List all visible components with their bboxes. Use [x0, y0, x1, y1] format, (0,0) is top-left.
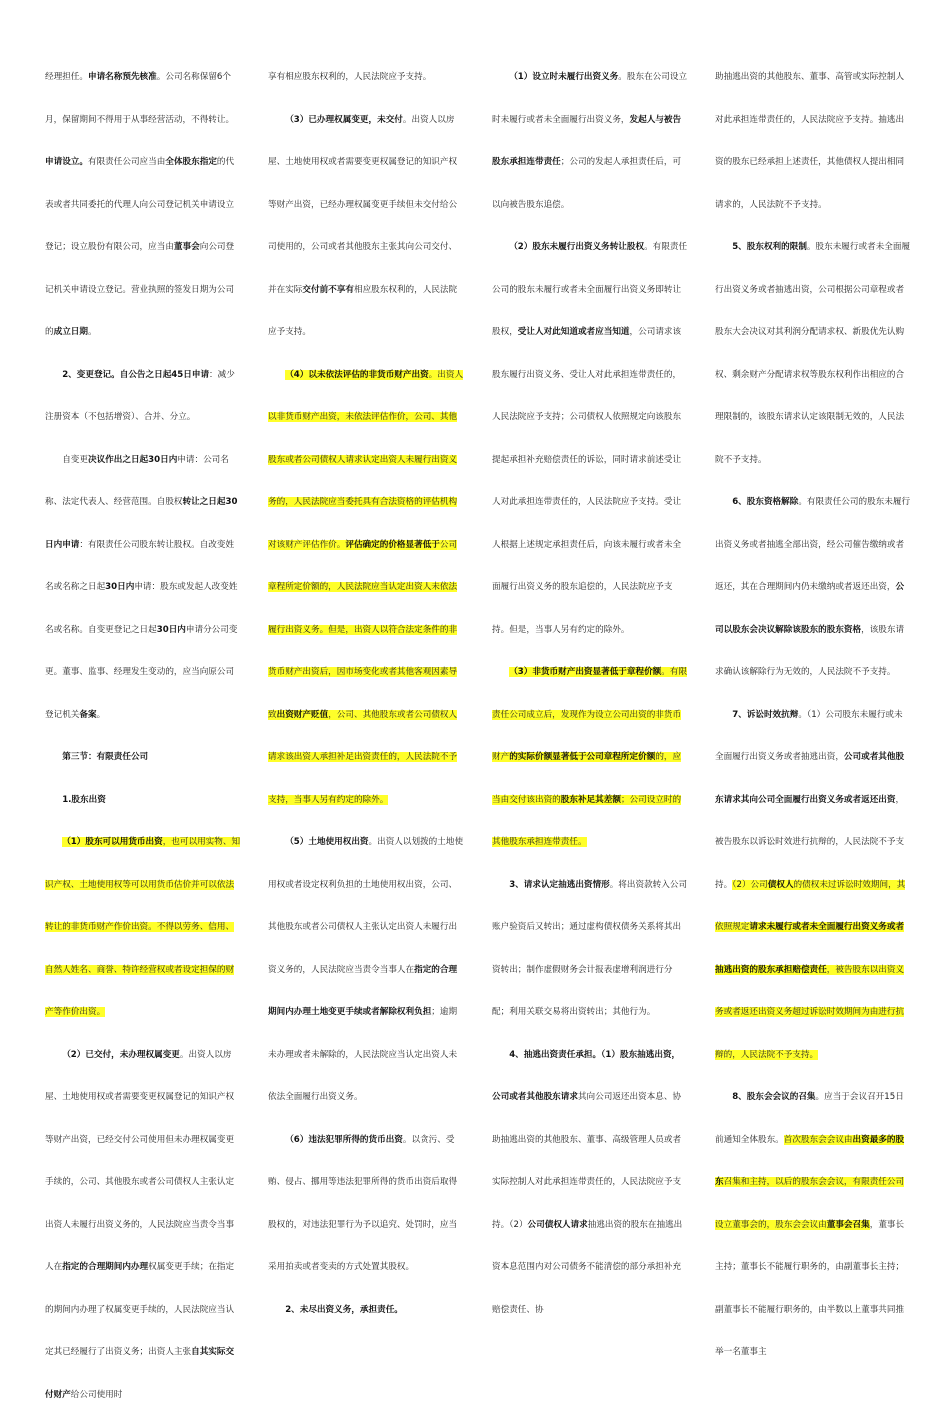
text-run: 给公司使用时 — [71, 1390, 123, 1400]
bold-text: 全体股东指定 — [165, 157, 217, 167]
paragraph — [45, 1034, 241, 1416]
paragraph — [45, 56, 241, 354]
paragraph — [268, 1289, 464, 1332]
bold-text: 1.股东出资 — [62, 795, 106, 805]
text-run: 。有限责任公司成立后，发现作为设立公司出资的非货币财产 — [492, 667, 687, 762]
paragraph — [492, 56, 688, 226]
bold-text: 决议作出之日起30日内 — [88, 455, 177, 465]
paragraph — [45, 821, 241, 1034]
text-run: 相应股东权利的，人民法院应予支持。 — [268, 285, 457, 338]
paragraph — [715, 694, 911, 1077]
bold-text: （3）非货币财产出资显著低于章程价额 — [509, 667, 661, 677]
text-run: 。有限责任公司的股东未履行出资义务或者抽逃全部出资，经公司催告缴纳或者返还，其在合理期间内仍未缴纳或者返还出资， — [715, 497, 910, 592]
text-run: 抽逃出资的股东在抽逃出资本息范围内对公司债务不能清偿的部分承担补充赔偿责任、协 — [492, 1220, 682, 1315]
bold-text: （2）股东未履行出资义务转让股权 — [509, 242, 644, 252]
text-run: 。出资人以房屋、土地使用权或者需要变更权属登记的知识产权等财产出资，已经交付公司使用但未办理权属变更手续的，公司、其他股东或者公司债权人主张认定出资人未履行出资义务的，人民法院应当责令当事人在 — [45, 1050, 234, 1273]
text-run: 助抽逃出资的其他股东、董事、高管或实际控制人对此承担连带责任的，人民法院应予支持。抽逃出资的股东已经承担上述责任，其他债权人提出相同请求的，人民法院不予支持。 — [715, 72, 904, 210]
bold-text: 债权人 — [768, 880, 794, 890]
bold-text: 交付前不享有 — [302, 285, 354, 295]
text-run: ：有限责任公司股东转让股权。自改变姓名或名称之日起 — [45, 540, 234, 593]
text-run: ，公司请求该股东履行出资义务、受让人对此承担连带责任的，人民法院应予支持；公司债权人依照规定向该股东提起承担补充赔偿责任的诉讼，同时请求前述受让人对此承担连带责任的，人民法院应予支持。受让人根据上述规定承担责任后，向该未履行或者未全面履行出资义务的股东追偿的，人民法院应予支持。但是，当事人另有约定的除外。 — [492, 327, 681, 635]
text-run: 。股东未履行或者未全面履行出资义务或者抽逃出资，公司根据公司章程或者股东大会决议对其利润分配请求权、新股优先认购权、剩余财产分配请求权等股东权利作出相应的合理限制的，该股东请求认定该限制无效的，人民法院不予支持。 — [715, 242, 910, 465]
text-run: 。出资人以房屋、土地使用权或者需要变更权属登记的知识产权等财产出资，已经办理权属变更手续但未交付给公司使用的，公司或者其他股东主张其向公司交付、并在实际 — [268, 115, 457, 295]
bold-text: 出资财产贬值 — [277, 710, 329, 720]
bold-text: 发起人与被告股东承担连带责任 — [492, 115, 681, 168]
bold-text: 转让之日起30日内申请 — [45, 497, 237, 550]
text-run: ，该股东请求确认该解除行为无效的，人民法院不予支持。 — [715, 625, 904, 678]
text-run: ：减少注册资本（不包括增资）、合并、分立。 — [45, 370, 235, 423]
text-run: 的债权未过诉讼时效期间，其依照规定 — [715, 880, 905, 933]
text-run: 。有限责任公司的股东未履行或者未全面履行出资义务即转让股权， — [492, 242, 687, 337]
bold-text: 评估确定的价格显著低于 — [345, 540, 440, 550]
bold-text: （1）设立时未履行出资义务 — [509, 72, 618, 82]
text-run: 有限责任公司应当由 — [88, 157, 165, 167]
paragraph — [715, 481, 911, 694]
text-run: ，被告股东以诉讼时效进行抗辩的，人民法院不予支持。 — [715, 795, 904, 890]
text-run: 首次股东会会议由 — [784, 1135, 853, 1145]
bold-text: （6）违法犯罪所得的货币出资 — [285, 1135, 403, 1145]
bold-text: 第三节：有限责任公司 — [62, 752, 148, 762]
paragraph — [45, 439, 241, 737]
text-run: 。出资人以划拨的土地使用权或者设定权利负担的土地使用权出资，公司、其他股东或者公司债权人主张认定出资人未履行出资义务的，人民法院应当责令当事人在 — [268, 837, 463, 975]
bold-text: 自其实际交付财产 — [45, 1347, 234, 1400]
text-run: ；逾期未办理或者未解除的，人民法院应当认定出资人未依法全面履行出资义务。 — [268, 1007, 457, 1102]
paragraph — [45, 779, 241, 822]
text-run: 享有相应股东权利的，人民法院应予支持。 — [268, 72, 431, 82]
text-column-4 — [715, 56, 911, 1374]
paragraph — [45, 354, 241, 439]
bold-text: 董事会 — [174, 242, 200, 252]
paragraph — [715, 1076, 911, 1374]
text-run: 的，应当由交付该出资的 — [492, 752, 681, 805]
bold-text: 4、抽逃出资责任承担。（1）股东抽逃出资，公司或者其他股东请求 — [492, 1050, 680, 1103]
text-run: ；公司设立时的其他股东承担连带责任。 — [492, 795, 681, 848]
bold-text: 7、诉讼时效抗辩 — [732, 710, 798, 720]
bold-text: 成立日期 — [54, 327, 88, 337]
paragraph — [268, 354, 464, 822]
text-run: 。（1）公司股东未履行或未全面履行出资义务或者抽逃出资， — [715, 710, 903, 763]
paragraph — [45, 736, 241, 779]
bold-text: 30日内 — [157, 625, 186, 635]
text-run: 召集和主持，以后的股东会会议，有限责任公司设立董事会的，股东会会议由 — [715, 1177, 904, 1230]
text-run: 。出资人以非货币财产出资，未依法评估作价，公司、其他股东或者公司债权人请求认定出资人未履行出资义务的，人民法院应当委托具有合法资格的评估机构对该财产评估作价。 — [268, 370, 463, 550]
bold-text: 指定的合理期间内办理土地变更手续或者解除权利负担 — [268, 965, 457, 1018]
text-run: 。将出资款转入公司账户验资后又转出；通过虚构债权债务关系将其出资转出；制作虚假财务会计报表虚增利润进行分配；利用关联交易将出资转出；其他行为。 — [492, 880, 687, 1018]
bold-text: （1）股东可以用货币出资 — [62, 837, 163, 847]
bold-text: 5、股东权利的限制 — [732, 242, 807, 252]
bold-text: 受让人对此知道或者应当知道 — [518, 327, 630, 337]
text-run: 的代表或者共同委托的代理人向公司登记机关申请设立登记；设立股份有限公司，应当由 — [45, 157, 234, 252]
text-run: ，也可以用实物、知识产权、土地使用权等可以用货币估价并可以依法转让的非货币财产作价出资。不得以劳务、信用、自然人姓名、商誉、特许经营权或者设定担保的财产等作价出资。 — [45, 837, 240, 1017]
text-run: 向公司登记机关申请设立登记。营业执照的签发日期为公司的 — [45, 242, 234, 337]
text-run: 权属变更手续；在指定的期间内办理了权属变更手续的，人民法院应当认定其已经履行了出资义务；出资人主张 — [45, 1262, 234, 1357]
paragraph — [715, 226, 911, 481]
bold-text: （5）土地使用权出资 — [285, 837, 368, 847]
paragraph — [492, 226, 688, 651]
text-run: 。公司名称保留6个月，保留期间不得用于从事经营活动，不得转让。 — [45, 72, 234, 125]
text-run: 。以贪污、受贿、侵占、挪用等违法犯罪所得的货币出资后取得股权的，对违法犯罪行为予以追究、处罚时，应当采用拍卖或者变卖的方式处置其股权。 — [268, 1135, 457, 1273]
text-run: 。 — [97, 710, 106, 720]
paragraph — [492, 864, 688, 1034]
text-run: （2）公司 — [732, 880, 768, 890]
text-run: 公司章程所定价额的，人民法院应当认定出资人未依法履行出资义务。但是，出资人以符合法定条件的非货币财产出资后，因市场变化或者其他客观因素导致 — [268, 540, 457, 720]
bold-text: 董事会召集 — [827, 1220, 870, 1230]
bold-text: 6、股东资格解除 — [732, 497, 798, 507]
text-column-2 — [268, 56, 464, 1331]
paragraph — [715, 56, 911, 226]
text-run: ，公司、其他股东或者公司债权人请求该出资人承担补足出资责任的，人民法院不予支持，当事人另有约定的除外。 — [268, 710, 457, 805]
bold-text: 申请设立。 — [45, 157, 88, 167]
bold-text: 公司债权人请求 — [528, 1220, 588, 1230]
bold-text: 公司或者其他股东请求其向公司全面履行出资义务或者返还出资 — [715, 752, 904, 805]
text-run: 其向公司返还出资本息、协助抽逃出资的其他股东、董事、高级管理人员或者实际控制人对此承担连带责任的，人民法院应予支持。（2） — [492, 1092, 681, 1230]
bold-text: 的实际价额显著低于公司章程所定价额 — [509, 752, 655, 762]
text-run: 经理担任。 — [45, 72, 88, 82]
bold-text: 备案 — [79, 710, 96, 720]
bold-text: 2、未尽出资义务，承担责任。 — [285, 1305, 403, 1315]
bold-text: 请求未履行或者未全面履行出资义务或者抽逃出资的股东承担赔偿责任 — [715, 922, 904, 975]
bold-text: （4）以未依法评估的非货币财产出资 — [285, 370, 428, 380]
text-column-1 — [45, 56, 241, 1416]
text-run: 自变更 — [62, 455, 88, 465]
bold-text: 3、请求认定抽逃出资情形 — [509, 880, 610, 890]
bold-text: 申请名称预先核准 — [88, 72, 157, 82]
text-run: 。应当于会议召开15日前通知全体股东。 — [715, 1092, 904, 1145]
paragraph — [268, 821, 464, 1119]
paragraph — [268, 99, 464, 354]
bold-text: 指定的合理期间内办理 — [62, 1262, 148, 1272]
text-run: 申请分公司变更。董事、监事、经理发生变动的，应当向原公司登记机关 — [45, 625, 237, 720]
paragraph — [492, 651, 688, 864]
bold-text: （3）已办理权属变更，未交付 — [285, 115, 403, 125]
bold-text: 公司以股东会决议解除该股东的股东资格 — [715, 582, 904, 635]
paragraph — [268, 1119, 464, 1289]
text-run: ，董事长主持；董事长不能履行职务的，由副董事长主持；副董事长不能履行职务的，由半数以上董事共同推举一名董事主 — [715, 1220, 904, 1358]
bold-text: 8、股东会会议的召集 — [732, 1092, 815, 1102]
text-run: ；公司的发起人承担责任后，可以向被告股东追偿。 — [492, 157, 681, 210]
text-run: 。 — [88, 327, 97, 337]
text-run: 申请：公司名称、法定代表人、经营范围。自股权 — [45, 455, 229, 508]
bold-text: 30日内 — [105, 582, 134, 592]
paragraph — [268, 56, 464, 99]
bold-text: 股东补足其差额 — [561, 795, 621, 805]
bold-text: 2、变更登记。自公告之日起45日申请 — [62, 370, 209, 380]
bold-text: 出资最多的股东 — [715, 1135, 904, 1188]
text-run: ，被告股东以出资义务或者返还出资义务超过诉讼时效期间为由进行抗辩的，人民法院不予支持。 — [715, 965, 904, 1060]
text-column-3 — [492, 56, 688, 1331]
text-run: 。股东在公司设立时未履行或者未全面履行出资义务， — [492, 72, 687, 125]
text-run: 申请：股东或发起人改变姓名或名称。自变更登记之日起 — [45, 582, 237, 635]
paragraph — [492, 1034, 688, 1332]
bold-text: （2）已交付，未办理权属变更 — [62, 1050, 180, 1060]
